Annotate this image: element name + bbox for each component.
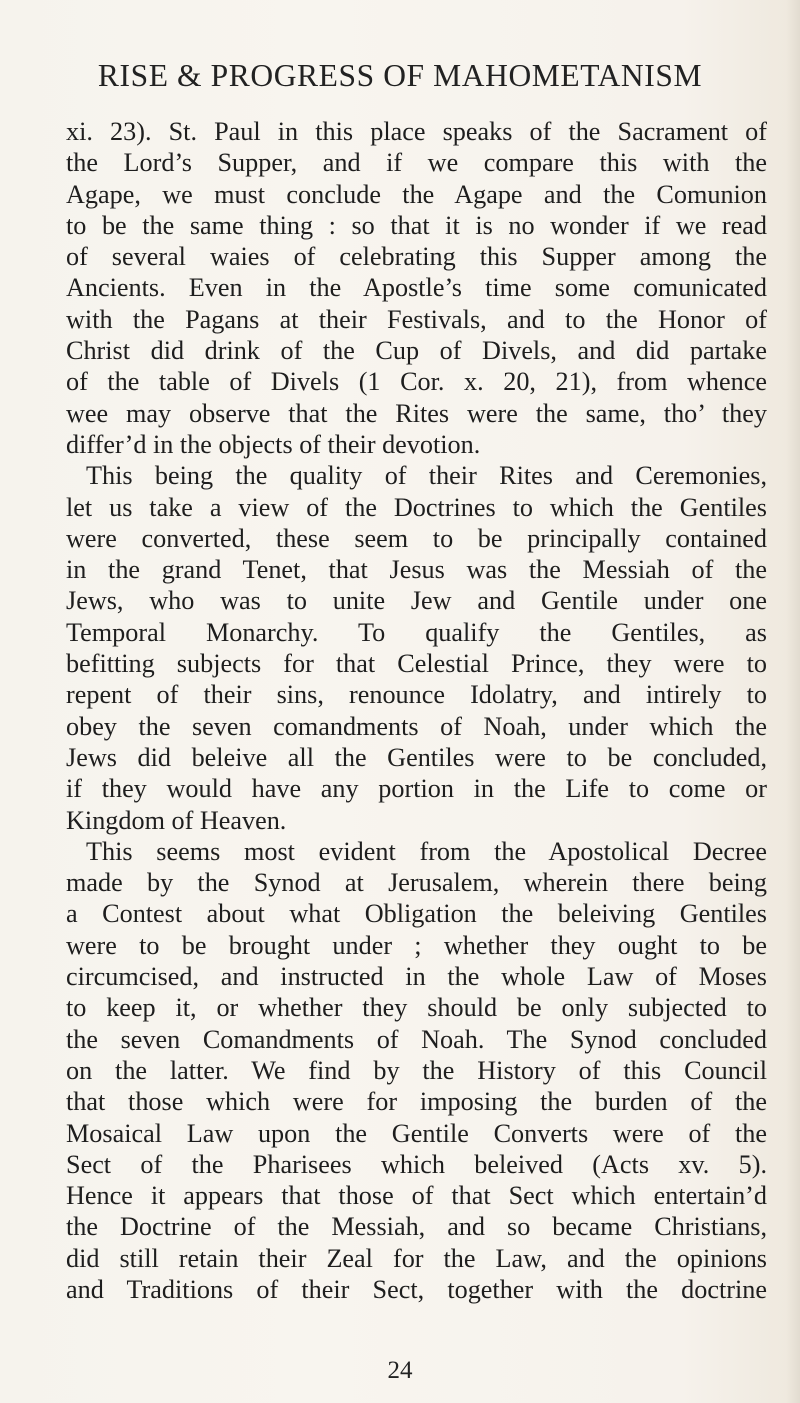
text-line: This seems most evident from the Apostolical Decree: [86, 836, 767, 866]
text-line: were to be brought under ; whether they ought to be: [66, 930, 767, 960]
text-line: befitting subjects for that Celestial Prince, they were to: [66, 649, 767, 679]
text-line: made by the Synod at Jerusalem, wherein there being: [66, 868, 767, 898]
page-number: 24: [387, 1357, 413, 1384]
text-line: Sect of the Pharisees which beleived (Acts xv. 5).: [66, 1149, 767, 1179]
text-line: Agape, we must conclude the Agape and the Comunion: [66, 179, 767, 209]
text-line: were converted, these seem to be principally contained: [66, 523, 767, 553]
text-line: Hence it appears that those of that Sect which entertain’d: [66, 1181, 767, 1211]
text-line: repent of their sins, renounce Idolatry, and intirely to: [66, 680, 767, 710]
text-line: in the grand Tenet, that Jesus was the Messiah of the: [66, 555, 767, 585]
text-line: the seven Comandments of Noah. The Synod concluded: [66, 1024, 767, 1054]
text-line: wee may observe that the Rites were the same, tho’ they: [66, 398, 767, 428]
text-line: let us take a view of the Doctrines to which the Gentiles: [66, 492, 767, 522]
text-line: of several waies of celebrating this Supper among the: [66, 242, 767, 272]
text-line: Ancients. Even in the Apostle’s time some comunicated: [66, 273, 767, 303]
text-line: a Contest about what Obligation the beleiving Gentiles: [66, 899, 767, 929]
text-line: Temporal Monarchy. To qualify the Gentiles, as: [66, 617, 767, 647]
text-line: on the latter. We find by the History of this Council: [66, 1055, 767, 1085]
text-line: differ’d in the objects of their devotion.: [66, 429, 481, 459]
text-line: the Lord’s Supper, and if we compare this with the: [66, 148, 767, 178]
text-line: of the table of Divels (1 Cor. x. 20, 21), from whence: [66, 367, 767, 397]
text-line: xi. 23). St. Paul in this place speaks of the Sacrament of: [66, 117, 767, 146]
text-line: Kingdom of Heaven.: [66, 805, 287, 835]
text-line: the Doctrine of the Messiah, and so became Christians,: [66, 1212, 767, 1242]
text-line: that those which were for imposing the burden of the: [66, 1087, 767, 1117]
page-edge-shadow: [786, 0, 800, 1403]
text-line: if they would have any portion in the Life to come or: [66, 774, 767, 804]
text-line: with the Pagans at their Festivals, and to the Honor of: [66, 304, 767, 334]
text-line: obey the seven comandments of Noah, under which the: [66, 711, 767, 741]
text-line: Jews, who was to unite Jew and Gentile under one: [66, 586, 767, 616]
text-line: to keep it, or whether they should be only subjected to: [66, 993, 767, 1023]
text-line: Mosaical Law upon the Gentile Converts were of the: [66, 1118, 767, 1148]
text-line: did still retain their Zeal for the Law, and the opinions: [66, 1243, 767, 1273]
text-line: Christ did drink of the Cup of Divels, and did partake: [66, 336, 767, 366]
text-line: and Traditions of their Sect, together with the doctrine: [66, 1274, 767, 1304]
text-line: Jews did beleive all the Gentiles were to be concluded,: [66, 742, 767, 772]
text-line: to be the same thing : so that it is no wonder if we read: [66, 210, 767, 240]
running-title: RISE & PROGRESS OF MAHOMETANISM: [97, 58, 703, 93]
body-text: [66, 116, 767, 1305]
text-line: This being the quality of their Rites and Ceremonies,: [86, 461, 767, 491]
text-line: circumcised, and instructed in the whole Law of Moses: [66, 962, 767, 992]
